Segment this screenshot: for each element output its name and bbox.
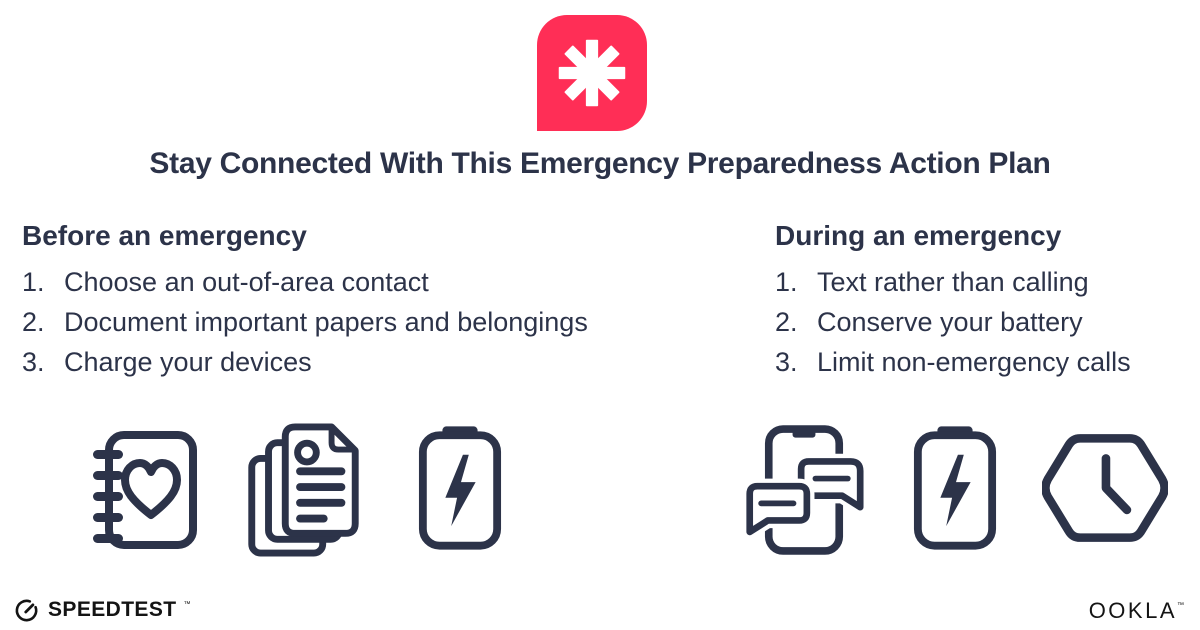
list-item-number: 2.: [22, 307, 45, 337]
speedtest-logo: [14, 595, 190, 625]
during-emergency-section: [775, 219, 1195, 382]
list-item: [22, 262, 712, 302]
list-item: [22, 302, 712, 342]
list-item-text: Conserve your battery: [817, 307, 1083, 337]
speedtest-logo-text: SPEEDTEST: [48, 598, 177, 621]
ookla-logo: [1089, 598, 1184, 624]
list-item-number: 1.: [22, 267, 45, 297]
list-item: [775, 262, 1195, 302]
list-item-number: 2.: [775, 307, 798, 337]
emergency-asterisk-icon: [557, 38, 627, 108]
ookla-trademark: ™: [1177, 601, 1184, 609]
ookla-logo-text: OOKLA: [1088, 598, 1177, 623]
speedtest-gauge-icon: [14, 597, 41, 624]
list-item-text: Text rather than calling: [817, 267, 1089, 297]
battery-charge-icon: [417, 426, 503, 550]
notebook-heart-icon: [93, 430, 197, 550]
during-emergency-heading: During an emergency: [775, 220, 1062, 251]
phone-messages-icon: [744, 423, 864, 557]
list-item: [775, 302, 1195, 342]
before-emergency-heading: Before an emergency: [22, 220, 307, 251]
list-item-text: Charge your devices: [64, 347, 312, 377]
list-item: [775, 342, 1195, 382]
list-item-number: 3.: [22, 347, 45, 377]
list-item-number: 3.: [775, 347, 798, 377]
speedtest-trademark: ™: [183, 600, 191, 608]
during-emergency-list: [775, 262, 1195, 382]
list-item-text: Document important papers and belongings: [64, 307, 588, 337]
clock-hexagon-icon: [1042, 432, 1168, 544]
list-item: [22, 342, 712, 382]
battery-charge-icon: [912, 426, 998, 550]
list-item-text: Choose an out-of-area contact: [64, 267, 429, 297]
before-emergency-section: [22, 219, 712, 382]
emergency-badge: [537, 15, 647, 131]
before-emergency-list: [22, 262, 712, 382]
documents-stack-icon: [247, 423, 359, 557]
list-item-number: 1.: [775, 267, 798, 297]
page-title: Stay Connected With This Emergency Preparedness Action Plan: [149, 147, 1051, 180]
list-item-text: Limit non-emergency calls: [817, 347, 1131, 377]
